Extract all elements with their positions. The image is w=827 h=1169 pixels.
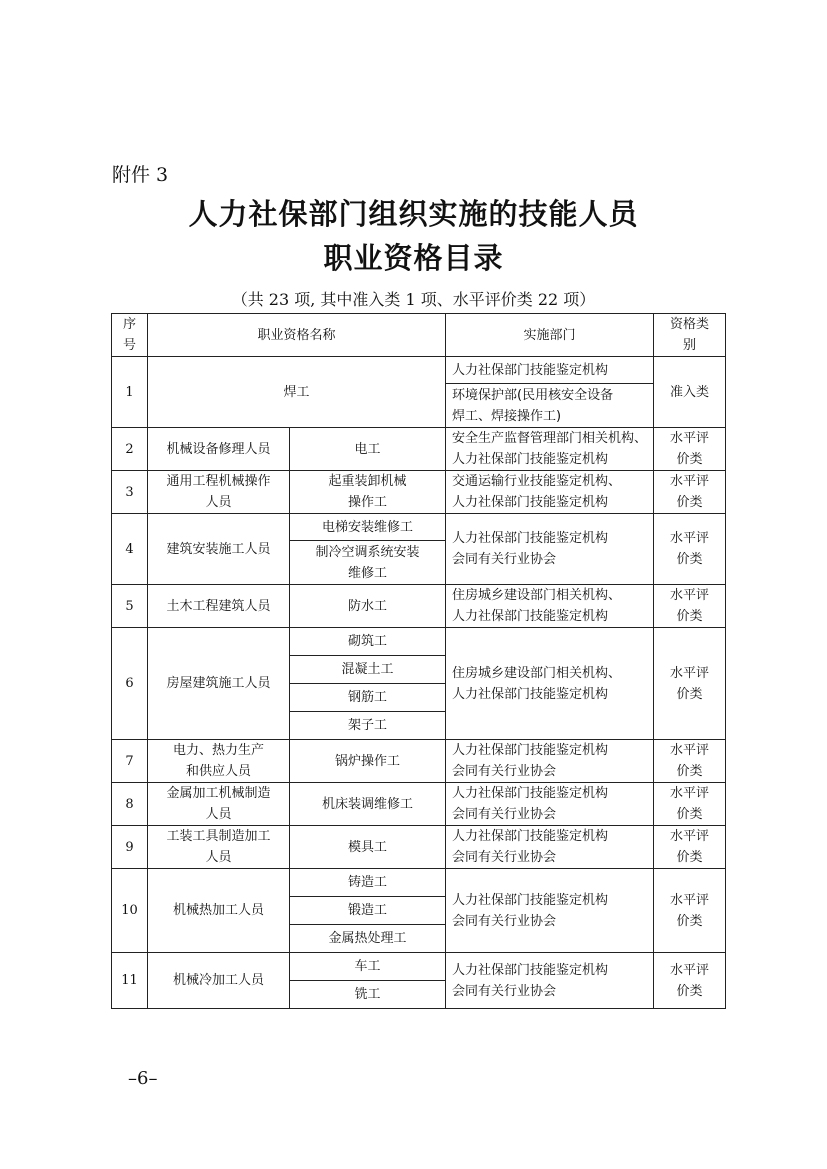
dept-cell: 住房城乡建设部门相关机构、 人力社保部门技能鉴定机构: [446, 585, 654, 628]
table-row: [112, 514, 726, 541]
header-name: 职业资格名称: [148, 314, 446, 357]
title-line-1: 人力社保部门组织实施的技能人员: [188, 197, 639, 231]
header-category: 资格类 别: [654, 314, 726, 357]
category-cell: 水平评 价类: [654, 471, 726, 514]
qualification-name: 起重装卸机械 操作工: [290, 471, 446, 514]
dept-cell: 住房城乡建设部门相关机构、 人力社保部门技能鉴定机构: [446, 628, 654, 740]
row-number: 11: [112, 953, 148, 1009]
dept-cell: 人力社保部门技能鉴定机构 会同有关行业协会: [446, 869, 654, 953]
header-row: [112, 314, 726, 357]
dept-cell: 安全生产监督管理部门相关机构、 人力社保部门技能鉴定机构: [446, 428, 654, 471]
group-cell: 电力、热力生产 和供应人员: [148, 740, 290, 783]
title-line-2: 职业资格目录: [323, 241, 504, 275]
qualification-name: 电梯安装维修工: [290, 514, 446, 541]
table-row: [112, 585, 726, 628]
table-row: [112, 740, 726, 783]
attachment-label: 附件 3: [112, 164, 169, 186]
dept-cell: 人力社保部门技能鉴定机构 会同有关行业协会: [446, 783, 654, 826]
dept-cell: 环境保护部(民用核安全设备 焊工、焊接操作工): [446, 384, 654, 428]
dept-cell: 人力社保部门技能鉴定机构: [446, 357, 654, 384]
category-cell: 水平评 价类: [654, 826, 726, 869]
qualification-name: 钢筋工: [290, 684, 446, 712]
row-number: 9: [112, 826, 148, 869]
qualification-name: 铣工: [290, 981, 446, 1009]
group-cell: 建筑安装施工人员: [148, 514, 290, 585]
category-cell: 水平评 价类: [654, 953, 726, 1009]
category-cell: 水平评 价类: [654, 514, 726, 585]
category-cell: 水平评 价类: [654, 628, 726, 740]
group-cell: 土木工程建筑人员: [148, 585, 290, 628]
table-row: [112, 428, 726, 471]
qualification-name: 金属热处理工: [290, 925, 446, 953]
row-number: 8: [112, 783, 148, 826]
group-cell: 金属加工机械制造 人员: [148, 783, 290, 826]
category-cell: 水平评 价类: [654, 740, 726, 783]
group-cell: 工装工具制造加工 人员: [148, 826, 290, 869]
category-cell: 水平评 价类: [654, 869, 726, 953]
table-row: [112, 628, 726, 656]
category-cell: 水平评 价类: [654, 428, 726, 471]
qualification-name: 制冷空调系统安装 维修工: [290, 541, 446, 585]
qualification-name: 车工: [290, 953, 446, 981]
group-cell: 机械冷加工人员: [148, 953, 290, 1009]
category-cell: 水平评 价类: [654, 585, 726, 628]
row-number: 6: [112, 628, 148, 740]
category-cell: 水平评 价类: [654, 783, 726, 826]
row-number: 3: [112, 471, 148, 514]
subtitle: （共 23 项, 其中准入类 1 项、水平评价类 22 项）: [231, 290, 596, 309]
group-cell: 房屋建筑施工人员: [148, 628, 290, 740]
row-number: 5: [112, 585, 148, 628]
qualification-name: 混凝土工: [290, 656, 446, 684]
table-row: [112, 471, 726, 514]
header-dept: 实施部门: [446, 314, 654, 357]
table-row: [112, 357, 726, 384]
row-number: 1: [112, 357, 148, 428]
header-seq: 序 号: [112, 314, 148, 357]
qualification-name: 防水工: [290, 585, 446, 628]
table-row: [112, 783, 726, 826]
group-cell: 机械设备修理人员: [148, 428, 290, 471]
dept-cell: 人力社保部门技能鉴定机构 会同有关行业协会: [446, 514, 654, 585]
qualification-name: 锅炉操作工: [290, 740, 446, 783]
dept-cell: 人力社保部门技能鉴定机构 会同有关行业协会: [446, 740, 654, 783]
qualification-name: 架子工: [290, 712, 446, 740]
row-number: 10: [112, 869, 148, 953]
qualification-name: 铸造工: [290, 869, 446, 897]
qualification-name: 电工: [290, 428, 446, 471]
category-cell: 准入类: [654, 357, 726, 428]
group-cell: 机械热加工人员: [148, 869, 290, 953]
row-number: 2: [112, 428, 148, 471]
group-cell: 通用工程机械操作 人员: [148, 471, 290, 514]
table-row: [112, 953, 726, 981]
qualification-name: 模具工: [290, 826, 446, 869]
page-number: –6–: [128, 1068, 158, 1089]
qualification-name: 锻造工: [290, 897, 446, 925]
table-row: [112, 826, 726, 869]
qualification-name: 焊工: [148, 357, 446, 428]
dept-cell: 人力社保部门技能鉴定机构 会同有关行业协会: [446, 953, 654, 1009]
qualification-name: 砌筑工: [290, 628, 446, 656]
row-number: 4: [112, 514, 148, 585]
row-number: 7: [112, 740, 148, 783]
table-row: [112, 869, 726, 897]
dept-cell: 交通运输行业技能鉴定机构、 人力社保部门技能鉴定机构: [446, 471, 654, 514]
qualification-name: 机床装调维修工: [290, 783, 446, 826]
dept-cell: 人力社保部门技能鉴定机构 会同有关行业协会: [446, 826, 654, 869]
qualification-table: [111, 313, 726, 1009]
